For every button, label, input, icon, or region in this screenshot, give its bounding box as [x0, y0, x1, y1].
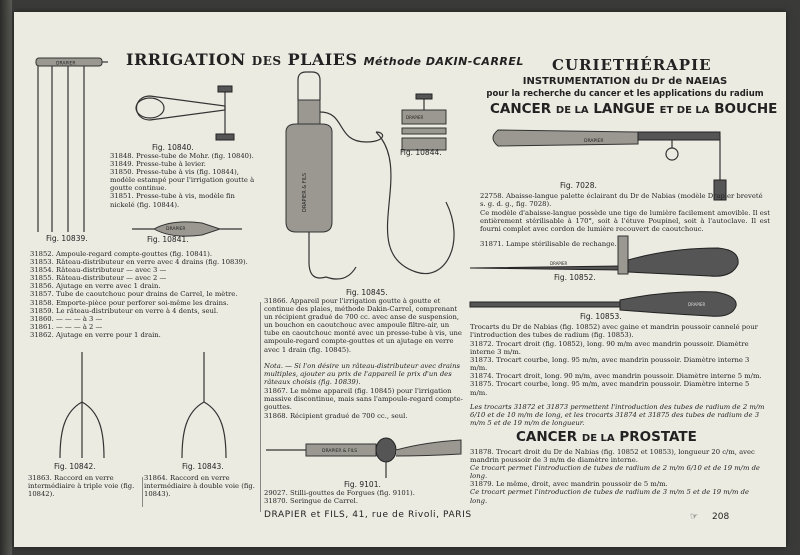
heading-word: DE LA: [555, 105, 589, 116]
heading-word: CANCER: [490, 101, 552, 117]
heading-word: PROSTATE: [619, 429, 697, 445]
footer-publisher: DRAPIER et FILS, 41, rue de Rivoli, PARIS: [264, 510, 472, 520]
trocar-illustration: [470, 232, 740, 280]
list-item: 31872. Trocart droit (fig. 10852), long. 90 m/m avec mandrin poussoir. Diamètre interne 3 m/m.: [470, 340, 749, 357]
double-connector-illustration: [174, 352, 234, 462]
list-item: 31854. Râteau-distributeur — avec 3 —: [30, 266, 167, 275]
list-item: 31857. Tube de caoutchouc pour drains de Carrel, le mètre.: [30, 290, 238, 299]
divider: [260, 302, 261, 512]
nota-text: Nota. — Si l'on désire un râteau-distributeur avec drains multiples, ajouter au prix de l'appareil le prix d'un des râteaux choisis (fig. 10839).: [264, 362, 460, 387]
trocar-brand-text: DRAPIER: [550, 261, 568, 266]
caption-fig-10840: Fig. 10840.: [152, 143, 194, 152]
caption-fig-10845: Fig. 10845.: [346, 288, 388, 297]
plunger-brand-text: DRAPIER: [688, 302, 706, 307]
appareil-massive-text: 31867. Le même appareil (fig. 10845) pour l'irrigation massive discontinue, mais sans l'ampoule-regard compte-gouttes.: [264, 387, 463, 412]
caption-fig-7028: Fig. 7028.: [560, 181, 597, 190]
title-irrigation: IRRIGATION: [126, 50, 246, 69]
list-item: 31860. — — — à 3 —: [30, 314, 103, 323]
list-item: 31879. Le même, droit, avec mandrin poussoir de 5 m/m.: [470, 480, 668, 489]
caption-fig-10841: Fig. 10841.: [147, 235, 189, 244]
clamp-brand-text: DRAPIER: [406, 115, 424, 120]
heading-word: BOUCHE: [714, 101, 778, 117]
list-item: 31851. Presse-tube à vis, modèle fin nickelé (fig. 10844).: [110, 192, 235, 209]
raccord-triple-text: 31863. Raccord en verre intermédiaire à triple voie (fig. 10842).: [28, 474, 135, 499]
left-title: [126, 50, 524, 69]
triple-connector-illustration: [52, 352, 112, 462]
mohr-clamp-illustration: [130, 84, 250, 144]
list-item: 31850. Presse-tube à vis (fig. 10844), modèle estampé pour l'irrigation goutte à goutte continue.: [110, 168, 255, 193]
irrigation-apparatus-illustration: [276, 72, 476, 302]
presse-tube-list: [110, 152, 260, 209]
title-des: DES: [251, 54, 282, 68]
list-item: 31859. Le râteau-distributeur en verre à 4 dents, seul.: [30, 306, 219, 315]
caption-fig-10839: Fig. 10839.: [46, 234, 88, 243]
list-item: 31856. Ajutage en verre avec 1 drain.: [30, 282, 161, 291]
caption-fig-10843: Fig. 10843.: [182, 462, 224, 471]
syringe-brand-text: DRAPIER & FILS: [322, 449, 358, 454]
ampoule-brand-text: DRAPIER: [166, 227, 186, 232]
recipient-text: 31868. Récipient gradué de 700 cc., seul.: [264, 412, 408, 420]
list-item: 31855. Râteau-distributeur — avec 2 —: [30, 274, 167, 283]
list-item: 31861. — — — à 2 —: [30, 322, 103, 331]
list-item: 31862. Ajutage en verre pour 1 drain.: [30, 330, 161, 339]
rake-distributor-illustration: [32, 56, 112, 236]
caption-fig-9101: Fig. 9101.: [344, 480, 381, 489]
trocarts-note: Les trocarts 31872 et 31873 permettent l'introduction des tubes de radium de 2 m/m 6/10 et de 10 m/m de long, et les trocarts 31874 et 31875 des tubes de radium de 3 m/m 5 et de 19 m/m de longueur.: [470, 403, 765, 428]
list-item: Ce trocart permet l'introduction de tubes de radium de 3 m/m 5 et de 19 m/m de long.: [470, 488, 749, 505]
depressor-brand-text: DRAPIER: [584, 139, 604, 144]
title-method: Méthode DAKIN-CARREL: [363, 55, 524, 68]
stilli-text: 29027. Stilli-gouttes de Forgues (fig. 9101).: [264, 489, 415, 497]
subtitle-instrumentation: INSTRUMENTATION du Dr de NAEIAS: [522, 76, 728, 87]
caption-fig-10842: Fig. 10842.: [54, 462, 96, 471]
seringue-text: 31870. Seringue de Carrel.: [264, 497, 358, 505]
distributor-list: [30, 250, 278, 339]
heading-cancer-bouche: [490, 101, 777, 117]
rake-brand-text: DRAPIER: [56, 61, 76, 67]
heading-word: LANGUE: [593, 101, 655, 117]
list-item: 31853. Râteau-distributeur en verre avec 4 drains (fig. 10839).: [30, 258, 248, 267]
page-number: 208: [712, 512, 730, 522]
subtitle-recherche: pour la recherche du cancer et les applications du radium: [486, 89, 764, 99]
list-item: 31849. Presse-tube à levier.: [110, 160, 206, 169]
catalog-page: [14, 12, 786, 547]
trocarts-list: [470, 340, 768, 397]
caption-fig-10852: Fig. 10852.: [554, 273, 596, 282]
list-item: 31858. Emporte-pièce pour perforer soi-même les drains.: [30, 298, 229, 307]
heading-word: CANCER: [516, 429, 578, 445]
list-item: 31878. Trocart droit du Dr de Nabias (fig. 10852 et 10853), longueur 20 c/m, avec mandrin poussoir de 3 m/m de diamètre interne.: [470, 448, 755, 465]
list-item: 31873. Trocart courbe, long. 95 m/m, avec mandrin poussoir. Diamètre interne 3 m/m.: [470, 356, 750, 373]
divider: [142, 477, 143, 507]
appareil-text: 31866. Appareil pour l'irrigation goutte à goutte et continue des plaies, méthode Dakin-Carrel, comprenant un récipient gradué de 700 cc. avec anse de suspension, un bouchon en caoutchouc avec ampoule filtre-air, un tube en caoutchouc monté avec un presse-tube à vis, une ampoule-regard compte-gouttes et un ajutage en verre avec 1 drain (fig. 10845).: [264, 297, 462, 354]
hand-pointer-icon: ☞: [690, 512, 699, 522]
bottle-brand-text: DRAPIER & FILS: [302, 172, 308, 212]
abaisse-langue-text: 22758. Abaisse-langue palette éclairant du Dr de Nabias (modèle Drapier breveté s. g. d. g., fig. 7028).: [480, 192, 763, 209]
right-title: CURIETHÉRAPIE: [552, 56, 712, 74]
list-item: 31848. Presse-tube de Mohr. (fig. 10840).: [110, 152, 254, 160]
abaisse-description: Ce modèle d'abaisse-langue possède une tige de lumière facilement amovible. Il est entièrement stérilisable à 170°, soit à l'étuve Poupinel, soit à l'autoclave. Il est fourni complet avec cordon de lumière recouvert de caoutchouc.: [480, 209, 770, 234]
title-plaies: PLAIES: [287, 50, 358, 69]
prostate-list: [470, 448, 768, 505]
list-item: Ce trocart permet l'introduction de tubes de radium de 2 m/m 6/10 et de 19 m/m de long.: [470, 464, 760, 481]
list-item: 31852. Ampoule-regard compte-gouttes (fig. 10841).: [30, 250, 213, 258]
list-item: 31874. Trocart droit, long. 90 m/m, avec mandrin poussoir. Diamètre interne 5 m/m.: [470, 372, 762, 381]
raccord-double-text: 31864. Raccord en verre intermédiaire à double voie (fig. 10843).: [144, 474, 255, 499]
caption-fig-10844: Fig. 10844.: [400, 148, 442, 157]
heading-word: ET DE LA: [659, 105, 710, 116]
heading-cancer-prostate: [516, 429, 697, 445]
trocarts-intro: Trocarts du Dr de Nabias (fig. 10852) avec gaine et mandrin poussoir cannelé pour l'introduction des tubes de radium (fig. 10853).: [470, 323, 758, 340]
caption-fig-10853: Fig. 10853.: [580, 312, 622, 321]
book-spine: [0, 0, 12, 555]
lampe-text: 31871. Lampe stérilisable de rechange.: [480, 240, 617, 248]
heading-word: DE LA: [581, 433, 615, 444]
list-item: 31875. Trocart courbe, long. 95 m/m, avec mandrin poussoir. Diamètre interne 5 m/m.: [470, 380, 750, 397]
stilli-syringe-illustration: [266, 432, 462, 482]
